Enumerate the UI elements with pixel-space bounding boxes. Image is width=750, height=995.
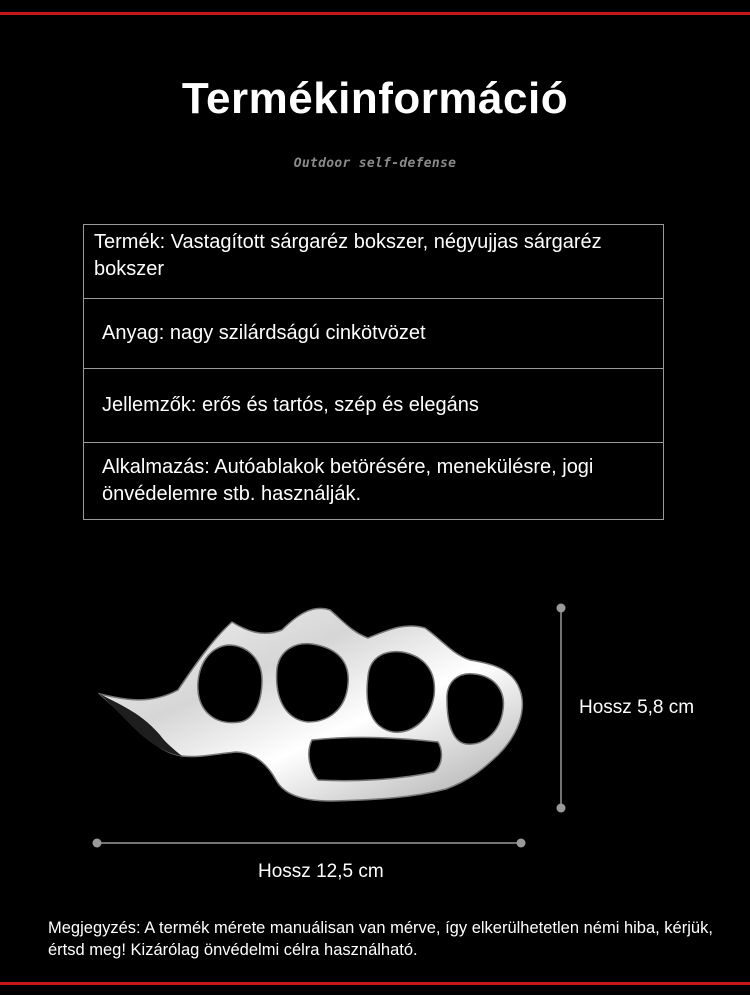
length-label: Hossz 12,5 cm [258,861,384,882]
info-row-material: Anyag: nagy szilárdságú cinkötvözet [84,299,663,369]
page-subtitle: Outdoor self-defense [293,156,457,171]
knuckles-image [100,608,522,801]
height-label: Hossz 5,8 cm [579,697,695,718]
info-row-features: Jellemzők: erős és tartós, szép és elegáns [84,369,663,443]
height-dimension-line [557,604,566,813]
bottom-accent-line [0,982,750,985]
length-dimension-line [93,839,526,848]
disclaimer-note: Megjegyzés: A termék mérete manuálisan van mérve, így elkerülhetetlen némi hiba, kérjük, értsd meg! Kizárólag önvédelmi célra használható. [48,919,713,959]
page-title: Termékinformáció [181,74,569,123]
info-row-product: Termék: Vastagított sárgaréz bokszer, négyujjas sárgaréz bokszer [84,225,663,299]
info-row-usage: Alkalmazás: Autóablakok betörésére, menekülésre, jogi önvédelemre stb. használják. [102,456,594,505]
